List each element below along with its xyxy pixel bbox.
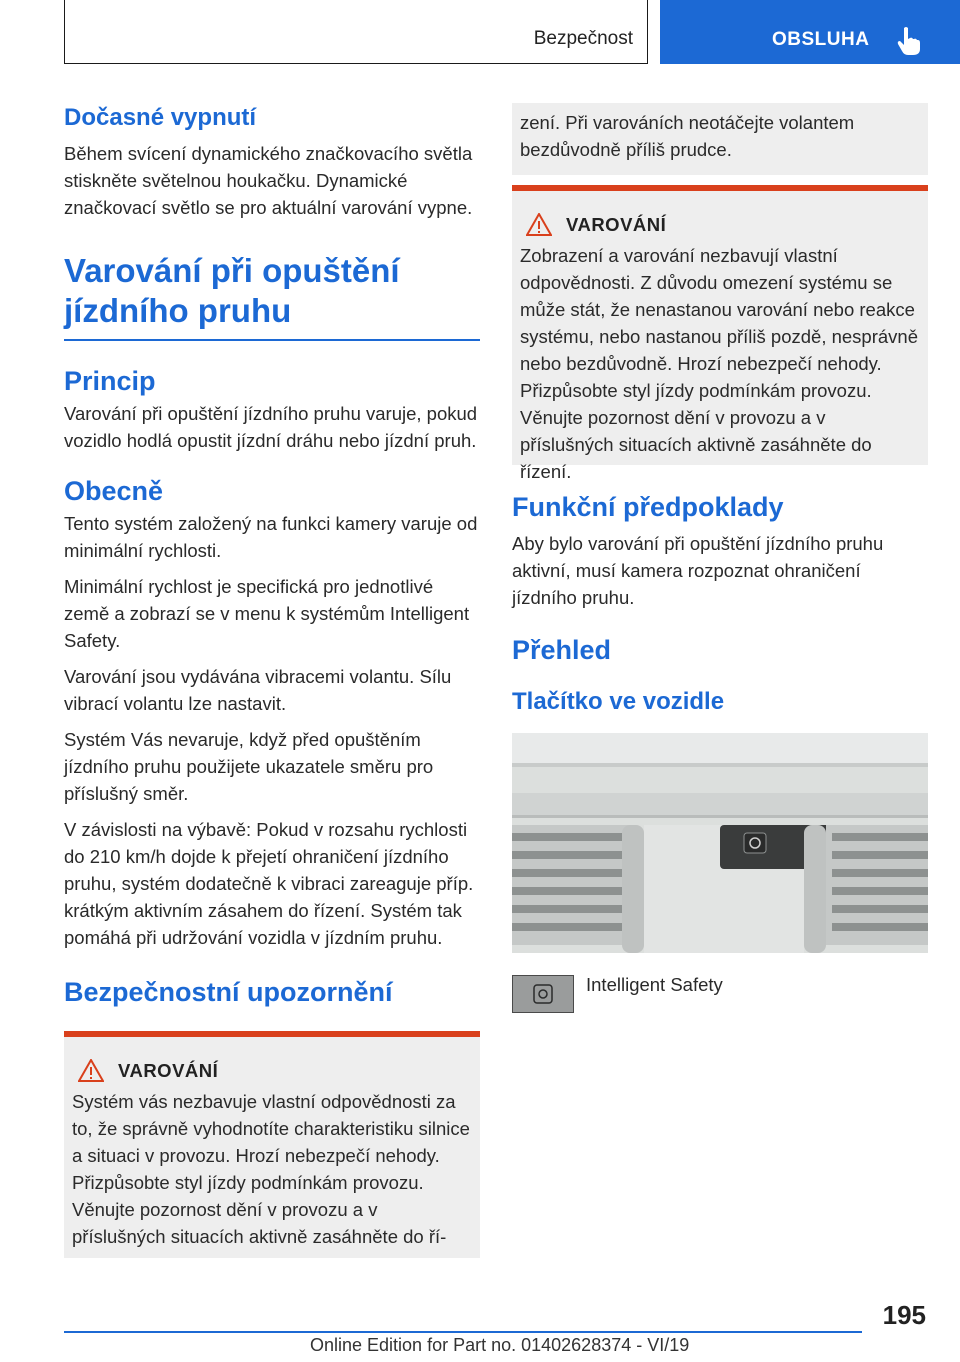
warning-text-2: Zobrazení a varování nezbavují vlastní odpovědnosti. Z důvodu omezení systému se může stát, že nenastanou varování nebo reakce systému, nebo nastanou příliš pozdě, nesprávně nebo bezdůvodně. Hrozí nebezpečí nehody. Přizpůsobte styl jízdy podmínkám provozu. Věnujte pozornost dění v provozu a v příslušných situacích aktivně zasáhněte do řízení.: [520, 245, 918, 482]
warning-text: Systém vás nezbavuje vlastní odpovědnosti za to, že správně vyhodnotíte charakteristiku silnice a situaci v provozu. Hrozí nebezpečí nehody. Přizpůsobte styl jízdy podmínkám provozu. Věnujte pozornost dění v provozu a v příslušných situacích aktivně zasáhněte do ří-: [72, 1091, 470, 1247]
header-section-box: [64, 0, 648, 64]
heading-rule: [64, 339, 480, 341]
intelligent-safety-icon: [532, 983, 554, 1005]
header-section-title: Bezpečnost: [533, 28, 633, 49]
warning-title: VAROVÁNÍ: [118, 1059, 219, 1081]
paragraph-temporary-off: Během svícení dynamického značkovacího světla stiskněte světelnou houkačku. Dynamické značkovací světlo se pro aktuální varování vypne.: [64, 143, 473, 218]
footer-edition: Online Edition for Part no. 01402628374 - VI/19: [310, 1335, 690, 1355]
heading-general: Obecně: [64, 476, 164, 506]
warning-triangle-icon: [526, 213, 552, 236]
paragraph-general-5: V závislosti na výbavě: Pokud v rozsahu rychlosti do 210 km/h dojde k přejetí ohraničení jízdního pruhu, systém dodatečně k vibraci zareaguje příp. krátkým aktivním zásahem do řízení. Systém tak pomáhá při udržování vozidla v jízdním pruhu.: [64, 819, 474, 948]
warning-box-2: [512, 185, 928, 482]
paragraph-principle: Varování při opuštění jízdního pruhu varuje, pokud vozidlo hodlá opustit jízdní dráhu nebo jízdní pruh.: [64, 403, 478, 451]
warning-box-continued: [512, 103, 928, 175]
heading-lane-departure-line-1: Varování při opuštění: [64, 252, 400, 289]
vehicle-button-photo: [512, 733, 928, 953]
hand-pointer-icon: [896, 26, 922, 56]
vehicle-dashboard-illustration: [512, 733, 928, 953]
warning-continued-text: zení. Při varováních neotáčejte volantem bezdůvodně příliš prudce.: [520, 112, 855, 160]
page-number: 195: [882, 1300, 926, 1330]
paragraph-general-4: Systém Vás nevaruje, když před opuštěním jízdního pruhu použijete ukazatele směru pro příslušný směr.: [64, 729, 434, 804]
left-column: [64, 98, 480, 1258]
intelligent-safety-button[interactable]: [512, 975, 574, 1013]
right-column: [512, 103, 928, 1013]
footer-rule: [64, 1331, 862, 1333]
paragraph-general-2: Minimální rychlost je specifická pro jednotlivé země a zobrazí se v menu k systémům Intelligent Safety.: [64, 576, 470, 651]
warning-title-2: VAROVÁNÍ: [566, 213, 667, 235]
warning-triangle-icon: [78, 1059, 104, 1082]
header-chapter-label: OBSLUHA: [772, 29, 870, 50]
heading-safety-notes: Bezpečnostní upozornění: [64, 977, 393, 1007]
heading-prerequisites: Funkční předpoklady: [512, 492, 784, 522]
heading-principle: Princip: [64, 366, 156, 396]
heading-lane-departure-line-2: jízdního pruhu: [64, 292, 292, 329]
paragraph-general-3: Varování jsou vydávána vibracemi volantu. Sílu vibrací volantu lze nastavit.: [64, 666, 452, 714]
paragraph-general-1: Tento systém založený na funkci kamery varuje od minimální rychlosti.: [64, 513, 478, 561]
intelligent-safety-label: Intelligent Safety: [586, 974, 723, 995]
heading-temporary-off: Dočasné vypnutí: [64, 104, 257, 131]
warning-box: [64, 1031, 480, 1258]
button-legend-row: [512, 975, 928, 1013]
header-chapter-tab[interactable]: [660, 0, 960, 64]
heading-button-in-vehicle: Tlačítko ve vozidle: [512, 688, 725, 715]
paragraph-prerequisites: Aby bylo varování při opuštění jízdního pruhu aktivní, musí kamera rozpoznat ohraničení jízdního pruhu.: [512, 533, 884, 608]
heading-overview: Přehled: [512, 635, 612, 665]
